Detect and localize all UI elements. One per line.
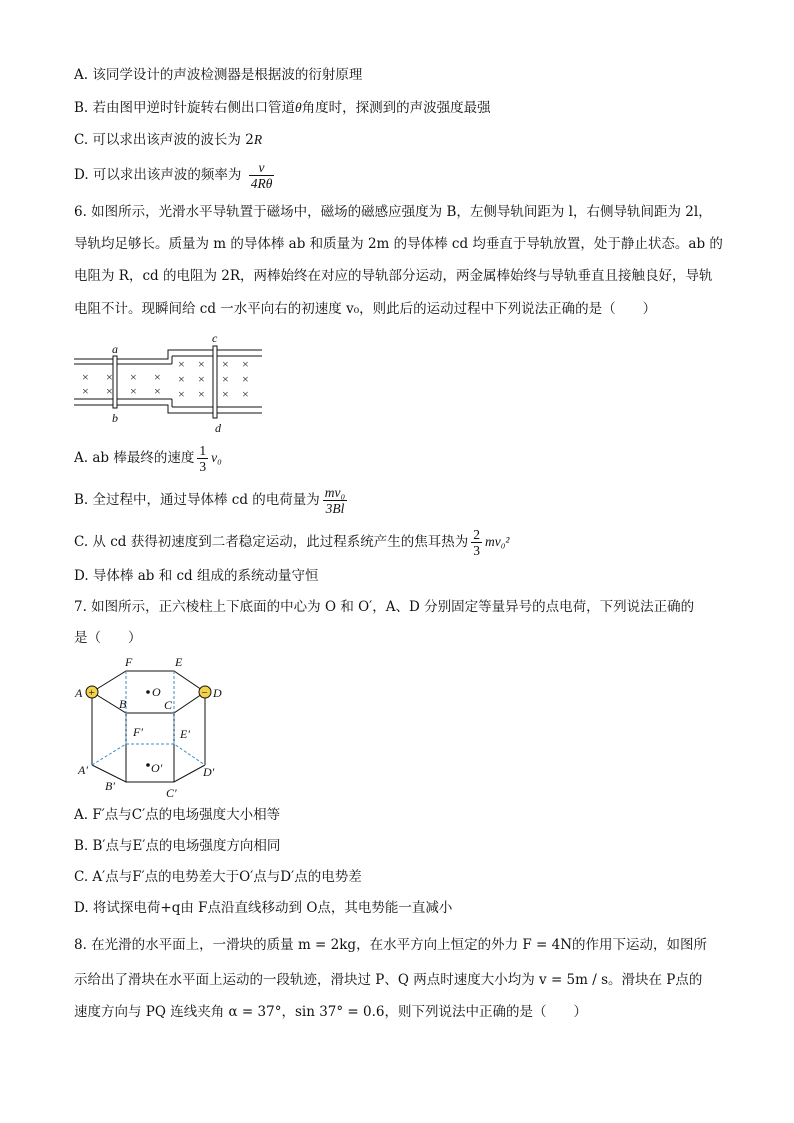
plus-sign: + (88, 687, 95, 699)
label-a: a (112, 342, 118, 356)
q6-option-b-fraction (323, 485, 347, 516)
field-cross: × (242, 387, 249, 401)
field-cross: × (222, 357, 229, 371)
q6-option-d: D. 导体棒 ab 和 cd 组成的系统动量守恒 (74, 568, 319, 584)
fraction-numerator: 1 (199, 443, 207, 458)
q6-option-b-text: B. 全过程中，通过导体棒 cd 的电荷量为 (74, 492, 320, 508)
label-A-prime: A′ (78, 763, 88, 777)
field-cross: × (178, 387, 185, 401)
field-cross: × (106, 384, 113, 398)
label-D-prime: D′ (203, 765, 215, 779)
fraction-numerator: v (258, 160, 265, 175)
q6-option-a-symbol: v₀ (211, 450, 222, 465)
field-cross: × (178, 357, 185, 371)
fraction-numerator: mv₀ (324, 485, 346, 500)
minus-sign: − (201, 687, 208, 699)
fraction-denominator: 3Bl (323, 500, 347, 516)
field-cross: × (106, 370, 113, 384)
q7-option-d: D. 将试探电荷+q由 F点沿直线移动到 O点，其电势能一直减小 (74, 900, 453, 916)
field-cross: × (178, 372, 185, 386)
q5-option-b-text-2: 角度时，探测到的声波强度最强 (301, 100, 491, 116)
q5-option-b-text: B. 若由图甲逆时针旋转右侧出口管道 (74, 100, 296, 116)
q7-option-a: A. F′点与C′点的电场强度大小相等 (74, 807, 281, 823)
q6-option-a-text: A. ab 棒最终的速度 (74, 450, 195, 466)
q7-stem-line-1: 7. 如图所示，正六棱柱上下底面的中心为 O 和 O′，A、D 分别固定等量异号的点电荷，下列说法正确的 (74, 599, 695, 615)
label-F-prime: F′ (133, 725, 143, 739)
field-cross: × (130, 370, 137, 384)
q5-option-c (74, 131, 262, 149)
q5-option-d (74, 157, 277, 193)
q7-hexagonal-prism-figure (70, 650, 230, 802)
field-cross: × (242, 372, 249, 386)
center-o-dot (146, 690, 150, 694)
rod-cd (213, 346, 217, 418)
label-F: F (125, 655, 133, 669)
q6-option-a-fraction (197, 443, 208, 474)
q5-option-b-symbol: θ (295, 100, 302, 115)
q6-stem-line-1: 6. 如图所示，光滑水平导轨置于磁场中，磁场的磁感应强度为 B，左侧导轨间距为 l，右侧导轨间距为 2l， (74, 204, 712, 220)
center-o-prime-dot (146, 763, 150, 767)
q7-option-c: C. A′点与F′点的电势差大于O′点与D′点的电势差 (74, 869, 362, 885)
label-O-prime: O′ (151, 761, 163, 775)
q5-option-d-fraction (249, 160, 275, 191)
field-cross: × (198, 357, 205, 371)
label-E: E (175, 655, 183, 669)
rod-ab (113, 356, 117, 408)
q5-option-c-symbol: R (253, 132, 263, 147)
q5-option-d-text: D. 可以求出该声波的频率为 (74, 167, 242, 183)
fraction-numerator: 2 (473, 527, 480, 542)
q6-stem-line-2: 导轨均足够长。质量为 m 的导体棒 ab 和质量为 2m 的导体棒 cd 均垂直于导轨放置，处于静止状态。ab 的 (74, 236, 723, 252)
label-D: D (213, 686, 222, 700)
q8-stem-line-3: 速度方向与 PQ 连线夹角 α = 37°，sin 37° = 0.6，则下列说法中正确的是（ ） (74, 1004, 587, 1020)
label-B: B (119, 697, 127, 711)
field-cross: × (130, 384, 137, 398)
q6-option-c-fraction (471, 527, 482, 558)
field-cross: × (198, 387, 205, 401)
label-c: c (212, 331, 218, 345)
field-cross: × (82, 384, 89, 398)
q8-stem-line-1: 8. 在光滑的水平面上，一滑块的质量 m = 2kg，在水平方向上恒定的外力 F = 4N的作用下运动，如图所 (74, 937, 708, 953)
label-C-prime: C′ (166, 786, 177, 800)
q7-option-b: B. B′点与E′点的电场强度方向相同 (74, 838, 281, 854)
label-O: O (152, 685, 161, 699)
fraction-denominator: 4Rθ (250, 176, 273, 191)
label-d: d (215, 421, 221, 435)
field-cross: × (198, 372, 205, 386)
label-E-prime: E′ (180, 727, 190, 741)
q6-option-c (74, 524, 509, 560)
field-cross: × (242, 357, 249, 371)
q6-option-c-text: C. 从 cd 获得初速度到二者稳定运动，此过程系统产生的焦耳热为 (74, 534, 469, 550)
field-cross: × (222, 372, 229, 386)
q7-stem-line-2: 是（ ） (74, 630, 142, 646)
q6-rail-figure (70, 330, 270, 436)
field-cross: × (154, 384, 161, 398)
q5-option-a: A. 该同学设计的声波检测器是根据波的衍射原理 (74, 67, 363, 83)
label-A: A (75, 686, 83, 700)
field-cross: × (154, 370, 161, 384)
q6-stem-line-3: 电阻为 R，cd 的电阻为 2R，两棒始终在对应的导轨部分运动，两金属棒始终与导轨垂直且接触良好，导轨 (74, 268, 713, 284)
fraction-denominator: 3 (473, 543, 480, 558)
label-C: C (164, 698, 173, 712)
q5-option-b (74, 99, 491, 117)
q6-option-b (74, 482, 350, 518)
q5-option-c-text: C. 可以求出该声波的波长为 2 (74, 132, 254, 148)
q6-option-a (74, 440, 222, 476)
field-cross: × (222, 387, 229, 401)
q6-stem-line-4: 电阻不计。现瞬间给 cd 一水平向右的初速度 v₀，则此后的运动过程中下列说法正确的是（ ） (74, 301, 657, 317)
field-cross: × (82, 370, 89, 384)
q8-stem-line-2: 示给出了滑块在水平面上运动的一段轨迹，滑块过 P、Q 两点时速度大小均为 v = 5m / s。滑块在 P点的 (74, 972, 703, 988)
label-B-prime: B′ (105, 779, 115, 793)
label-b: b (112, 411, 118, 425)
q6-option-c-symbol: mv₀² (484, 534, 510, 549)
fraction-denominator: 3 (199, 459, 207, 474)
